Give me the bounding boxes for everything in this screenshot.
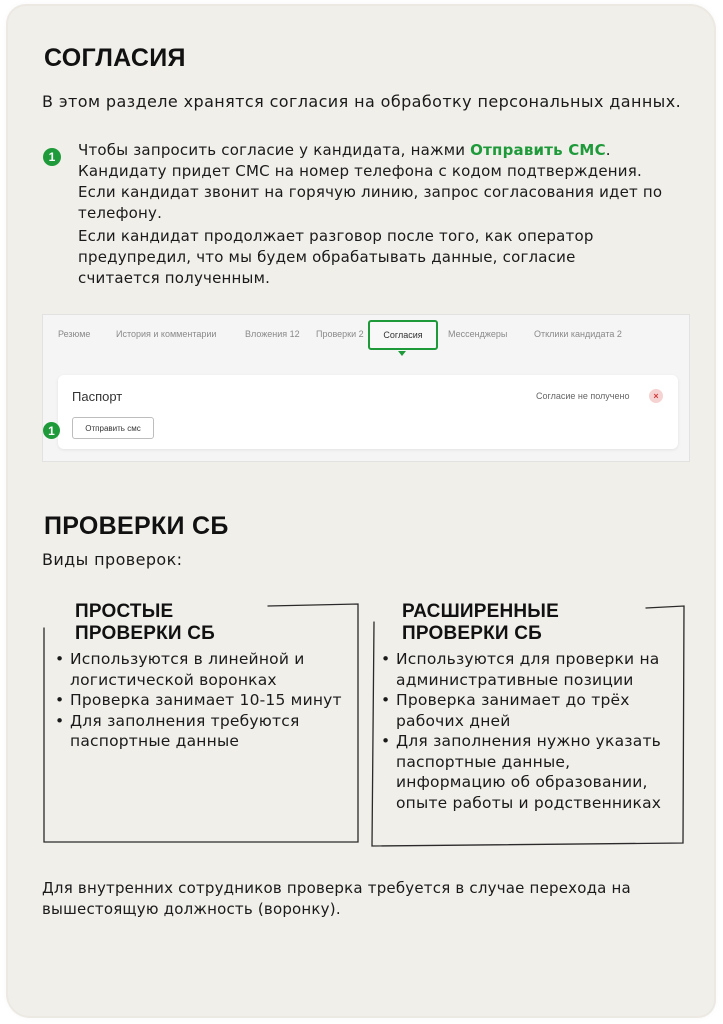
tab-responses[interactable]: Отклики кандидата 2 — [534, 329, 622, 339]
list-item: • Используются для проверки на административные позиции — [381, 649, 681, 690]
section-title-consents: СОГЛАСИЯ — [44, 44, 186, 72]
extended-checks-list — [381, 649, 681, 813]
p1-text-before: Чтобы запросить согласие у кандидата, нажми — [78, 141, 471, 159]
tab-consents[interactable]: Согласия — [368, 320, 438, 350]
consent-status: Согласие не получено — [536, 391, 630, 401]
list-item: • Для заполнения требуются паспортные данные — [55, 711, 347, 752]
step-badge: 1 — [43, 148, 61, 166]
consents-intro: В этом разделе хранятся согласия на обработку персональных данных. — [42, 92, 682, 111]
consents-paragraph-2: Если кандидат продолжает разговор после того, как оператор предупредил, что мы будем обрабатывать данные, согласие считается полученным. — [78, 227, 594, 287]
button-step-badge: 1 — [43, 422, 60, 439]
extended-checks-title: РАСШИРЕННЫЕ ПРОВЕРКИ СБ — [402, 601, 559, 644]
send-sms-button[interactable]: Отправить смс — [72, 417, 154, 439]
tab-history[interactable]: История и комментарии — [116, 329, 217, 339]
card-title: Паспорт — [72, 389, 123, 404]
simple-checks-title: ПРОСТЫЕ ПРОВЕРКИ СБ — [75, 601, 216, 644]
list-item: • Используются в линейной и логистической воронках — [55, 649, 347, 690]
tab-checks[interactable]: Проверки 2 — [316, 329, 364, 339]
tab-attachments[interactable]: Вложения 12 — [245, 329, 300, 339]
checks-subtitle: Виды проверок: — [42, 550, 183, 569]
list-item: • Для заполнения нужно указать паспортные данные, информацию об образовании, опыте работы и родственниках — [381, 731, 681, 813]
tab-resume[interactable]: Резюме — [58, 329, 91, 339]
close-icon: × — [649, 389, 663, 403]
simple-checks-list — [55, 649, 347, 752]
p1-text-after: . Кандидату придет СМС на номер телефона с кодом подтверждения. Если кандидат звонит на горячую линию, запрос согласования идет по телефону. — [78, 141, 663, 222]
list-item: • Проверка занимает до трёх рабочих дней — [381, 690, 681, 731]
section-title-checks: ПРОВЕРКИ СБ — [44, 512, 229, 540]
tab-messengers[interactable]: Мессенджеры — [448, 329, 508, 339]
internal-employees-note: Для внутренних сотрудников проверка требуется в случае перехода на вышестоящую должность (воронку). — [42, 879, 631, 918]
list-item: • Проверка занимает 10-15 минут — [55, 690, 347, 711]
send-sms-highlight: Отправить СМС — [470, 141, 606, 159]
